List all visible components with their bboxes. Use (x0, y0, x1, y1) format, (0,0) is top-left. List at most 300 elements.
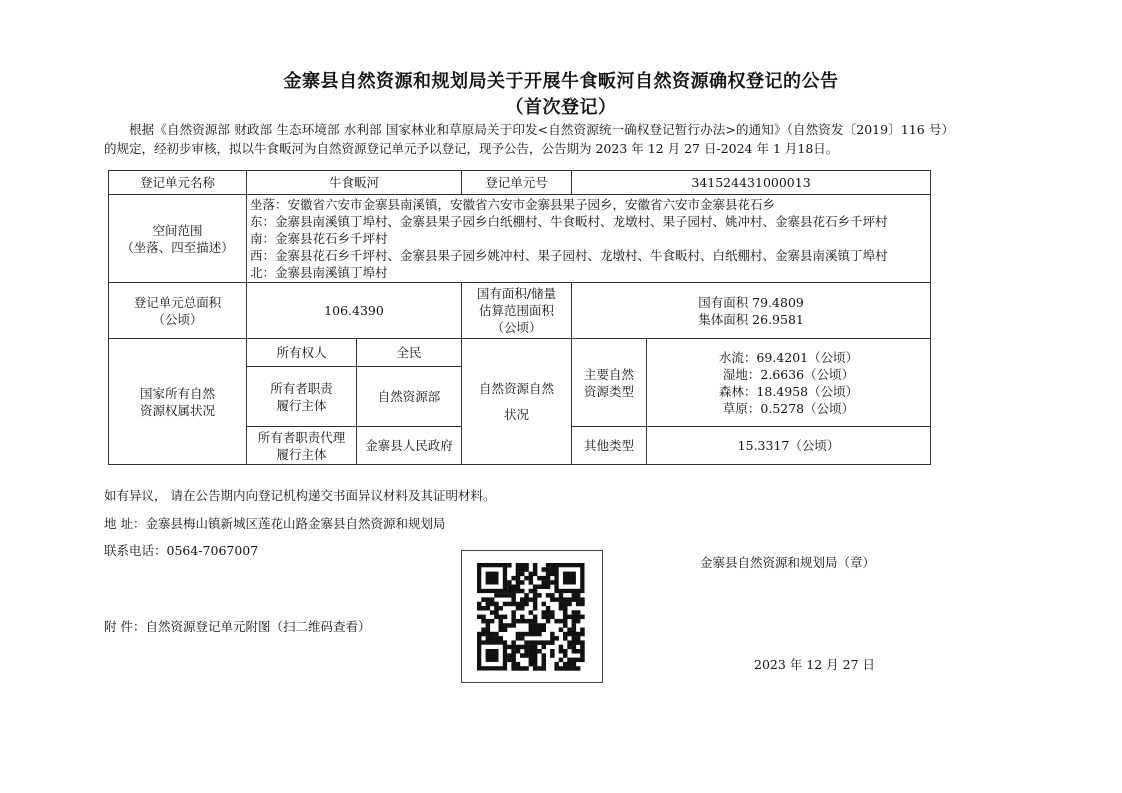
qr-module (524, 653, 529, 658)
notice-date: 2023 年 12 月 27 日 (754, 657, 875, 672)
qr-module (494, 606, 499, 611)
qr-module (516, 589, 521, 594)
qr-module (499, 615, 504, 620)
qr-module (542, 615, 547, 620)
qr-module (524, 632, 529, 637)
qr-module (563, 636, 568, 641)
qr-module (550, 593, 555, 598)
qr-module (580, 628, 585, 633)
qr-module (494, 636, 499, 641)
qr-module (546, 576, 551, 581)
qr-module (511, 602, 516, 607)
qr-module (563, 610, 568, 615)
qr-module (507, 653, 512, 658)
qr-module (486, 628, 491, 633)
qr-module (567, 645, 572, 650)
qr-module (537, 585, 542, 590)
qr-module (529, 658, 534, 663)
qr-module (533, 593, 538, 598)
qr-module (533, 572, 538, 577)
qr-module (554, 619, 559, 624)
qr-module (490, 619, 495, 624)
qr-module (542, 576, 547, 581)
qr-module (477, 615, 482, 620)
qr-module (533, 649, 538, 654)
qr-module (537, 649, 542, 654)
qr-module (511, 597, 516, 602)
qr-module (511, 585, 516, 590)
duty-label (247, 367, 357, 427)
qr-module (503, 615, 508, 620)
qr-module (537, 640, 542, 645)
qr-module (477, 636, 482, 641)
qr-module (490, 636, 495, 641)
qr-module (516, 632, 521, 637)
qr-module (550, 610, 555, 615)
qr-module (524, 602, 529, 607)
qr-module (516, 662, 521, 667)
qr-module (550, 636, 555, 641)
qr-module (511, 658, 516, 663)
qr-module (516, 645, 521, 650)
qr-finder-inner (563, 572, 576, 585)
qr-module (542, 658, 547, 663)
qr-module (550, 597, 555, 602)
objection-notice: 如有异议， 请在公告期内向登记机构递交书面异议材料及其证明材料。 (104, 488, 496, 503)
space-west: 西：金寨县花石乡千坪村、金寨县果子园乡姚冲村、果子园村、龙墩村、牛食畈村、白纸棚村、金寨县南溪镇丁埠村 (250, 248, 888, 263)
qr-module (477, 602, 482, 607)
agent-label (247, 427, 357, 465)
qr-module (533, 628, 538, 633)
qr-module (576, 619, 581, 624)
qr-module (542, 640, 547, 645)
qr-module (559, 606, 564, 611)
registration-table (108, 170, 931, 465)
qr-module (567, 615, 572, 620)
qr-module (507, 580, 512, 585)
space-label-line2: （坐落、四至描述） (121, 239, 234, 255)
main-type-values (647, 339, 931, 427)
qr-module (533, 632, 538, 637)
area-label (109, 283, 247, 339)
qr-module (580, 640, 585, 645)
qr-module (486, 623, 491, 628)
qr-module (516, 580, 521, 585)
qr-module (572, 658, 577, 663)
qr-module (567, 597, 572, 602)
qr-module (516, 649, 521, 654)
qr-module (524, 619, 529, 624)
qr-module (516, 563, 521, 568)
qr-module (576, 593, 581, 598)
qr-module (481, 597, 486, 602)
qr-module (572, 610, 577, 615)
agent-label-line2: 履行主体 (276, 446, 327, 462)
qr-module (486, 597, 491, 602)
rights-label (109, 339, 247, 465)
qr-module (516, 636, 521, 641)
qr-module (511, 623, 516, 628)
row-owner (109, 339, 931, 367)
qr-module (563, 632, 568, 637)
notice-subtitle: （首次登记） (505, 97, 617, 118)
qr-module (520, 632, 525, 637)
qr-module (499, 636, 504, 641)
qr-module (554, 597, 559, 602)
qr-module (563, 606, 568, 611)
qr-module (511, 662, 516, 667)
qr-module (546, 585, 551, 590)
qr-module (537, 576, 542, 581)
qr-module (546, 593, 551, 598)
qr-module (576, 658, 581, 663)
qr-module (524, 563, 529, 568)
qr-module (546, 580, 551, 585)
duty-label-line2: 履行主体 (276, 397, 327, 413)
qr-finder-inner (486, 572, 499, 585)
qr-module (546, 572, 551, 577)
qr-module (507, 563, 512, 568)
qr-module (520, 636, 525, 641)
rights-label-line1: 国家所有自然 (139, 385, 215, 401)
qr-module (486, 606, 491, 611)
qr-module (542, 567, 547, 572)
qr-module (494, 610, 499, 615)
attachment-line: 附 件：自然资源登记单元附图（扫二维码查看） (104, 619, 371, 634)
qr-module (567, 602, 572, 607)
qr-module (486, 619, 491, 624)
qr-module (520, 606, 525, 611)
unit-name-value: 牛食畈河 (247, 171, 462, 195)
state-area-label (462, 283, 572, 339)
qr-module (533, 623, 538, 628)
qr-module (494, 632, 499, 637)
qr-module (576, 636, 581, 641)
qr-module (563, 597, 568, 602)
qr-module (481, 632, 486, 637)
qr-module (550, 572, 555, 577)
qr-module (580, 632, 585, 637)
qr-module (507, 623, 512, 628)
main-type-wetland: 湿地：2.6636（公顷） (722, 366, 855, 382)
area-value: 106.4390 (247, 283, 462, 339)
space-description (247, 195, 931, 283)
qr-module (520, 619, 525, 624)
qr-module (576, 597, 581, 602)
qr-module (572, 662, 577, 667)
agent-value: 金寨县人民政府 (357, 427, 462, 465)
qr-module (537, 632, 542, 637)
qr-module (533, 567, 538, 572)
main-type-label-line2: 资源类型 (584, 383, 635, 399)
qr-module (542, 610, 547, 615)
qr-module (524, 666, 529, 671)
qr-module (529, 653, 534, 658)
qr-module (520, 572, 525, 577)
qr-module (486, 636, 491, 641)
qr-module (567, 628, 572, 633)
qr-module (520, 602, 525, 607)
space-label-line1: 空间范围 (152, 222, 203, 238)
space-south: 南：金寨县花石乡千坪村 (250, 231, 388, 246)
qr-module (533, 653, 538, 658)
qr-module (524, 649, 529, 654)
qr-module (563, 619, 568, 624)
qr-module (546, 619, 551, 624)
qr-module (580, 645, 585, 650)
qr-module (533, 645, 538, 650)
qr-module (529, 628, 534, 633)
qr-module (490, 597, 495, 602)
qr-module (554, 662, 559, 667)
qr-module (563, 615, 568, 620)
main-type-grassland: 草原：0.5278（公顷） (722, 400, 855, 416)
qr-module (542, 623, 547, 628)
qr-module (477, 632, 482, 637)
qr-module (542, 628, 547, 633)
qr-module (542, 662, 547, 667)
qr-module (529, 589, 534, 594)
qr-module (511, 615, 516, 620)
qr-module (580, 597, 585, 602)
qr-module (580, 602, 585, 607)
space-label (109, 195, 247, 283)
qr-module (572, 593, 577, 598)
qr-module (572, 645, 577, 650)
status-label-line1: 自然资源自然 (479, 380, 555, 396)
qr-module (563, 653, 568, 658)
agent-label-line1: 所有者职责代理 (257, 429, 346, 445)
phone-line: 联系电话：0564-7067007 (104, 543, 259, 558)
qr-module (537, 623, 542, 628)
qr-module (580, 615, 585, 620)
qr-module (529, 649, 534, 654)
qr-module (580, 653, 585, 658)
qr-module (520, 653, 525, 658)
qr-module (576, 649, 581, 654)
duty-label-line1: 所有者职责 (270, 380, 333, 396)
row-unit (109, 171, 931, 195)
qr-module (524, 597, 529, 602)
qr-module (567, 662, 572, 667)
collective-area-value: 集体面积 26.9581 (698, 311, 804, 327)
qr-module (559, 628, 564, 633)
qr-module (559, 619, 564, 624)
qr-module (576, 610, 581, 615)
qr-module (529, 572, 534, 577)
qr-module (524, 576, 529, 581)
qr-module (524, 645, 529, 650)
qr-module (559, 666, 564, 671)
notice-title: 金寨县自然资源和规划局关于开展牛食畈河自然资源确权登记的公告 (283, 71, 839, 92)
qr-module (576, 615, 581, 620)
qr-module (511, 589, 516, 594)
qr-module (481, 615, 486, 620)
qr-code-pattern (477, 563, 587, 671)
qr-module (490, 632, 495, 637)
qr-module (550, 567, 555, 572)
qr-module (494, 615, 499, 620)
qr-module (524, 593, 529, 598)
qr-module (516, 619, 521, 624)
qr-module (572, 615, 577, 620)
qr-module (499, 619, 504, 624)
qr-module (533, 615, 538, 620)
qr-module (511, 610, 516, 615)
qr-module (550, 563, 555, 568)
qr-module (537, 628, 542, 633)
qr-module (533, 597, 538, 602)
qr-module (563, 662, 568, 667)
qr-module (524, 640, 529, 645)
qr-module (576, 640, 581, 645)
qr-module (516, 602, 521, 607)
qr-module (546, 567, 551, 572)
qr-module (563, 666, 568, 671)
qr-module (572, 666, 577, 671)
qr-module (533, 666, 538, 671)
qr-module (542, 645, 547, 650)
qr-module (546, 640, 551, 645)
qr-module (486, 602, 491, 607)
qr-module (550, 640, 555, 645)
qr-module (567, 658, 572, 663)
qr-module (572, 623, 577, 628)
qr-module (529, 610, 534, 615)
qr-module (554, 636, 559, 641)
owner-label: 所有权人 (247, 339, 357, 367)
area-label-line2: （公顷） (152, 311, 203, 327)
qr-module (520, 645, 525, 650)
qr-module (572, 632, 577, 637)
qr-module (580, 658, 585, 663)
qr-module (542, 666, 547, 671)
qr-module (529, 662, 534, 667)
qr-module (516, 585, 521, 590)
qr-module (542, 653, 547, 658)
qr-module (546, 610, 551, 615)
qr-module (511, 653, 516, 658)
qr-module (537, 593, 542, 598)
qr-module (550, 649, 555, 654)
qr-module (533, 619, 538, 624)
qr-module (494, 593, 499, 598)
qr-module (529, 580, 534, 585)
qr-module (503, 628, 508, 633)
qr-module (576, 666, 581, 671)
qr-module (516, 572, 521, 577)
state-area-label-line1: 国有面积/储量 (476, 286, 557, 301)
qr-module (529, 619, 534, 624)
qr-module (563, 649, 568, 654)
qr-module (507, 589, 512, 594)
qr-module (511, 649, 516, 654)
qr-module (511, 619, 516, 624)
qr-module (490, 602, 495, 607)
space-location: 坐落：安徽省六安市金寨县南溪镇，安徽省六安市金寨县果子园乡，安徽省六安市金寨县花石乡 (250, 197, 776, 212)
qr-module (511, 640, 516, 645)
qr-module (507, 585, 512, 590)
qr-module (567, 640, 572, 645)
state-area-label-line2: 估算范围面积 (479, 303, 555, 318)
issuer-signature: 金寨县自然资源和规划局（章） (700, 555, 876, 570)
qr-module (542, 580, 547, 585)
qr-module (537, 666, 542, 671)
qr-module (559, 597, 564, 602)
qr-module (477, 606, 482, 611)
qr-module (494, 602, 499, 607)
qr-module (533, 606, 538, 611)
qr-module (499, 606, 504, 611)
rights-label-line2: 资源权属状况 (139, 402, 215, 418)
qr-module (503, 623, 508, 628)
row-space (109, 195, 931, 283)
qr-module (572, 640, 577, 645)
qr-module (511, 593, 516, 598)
qr-module (533, 662, 538, 667)
state-area-values (572, 283, 931, 339)
qr-module (529, 576, 534, 581)
qr-module (572, 619, 577, 624)
status-label (462, 339, 572, 465)
state-area-label-line3: （公顷） (491, 320, 542, 335)
qr-module (542, 585, 547, 590)
qr-module (533, 563, 538, 568)
row-area (109, 283, 931, 339)
qr-module (516, 567, 521, 572)
qr-module (550, 615, 555, 620)
status-label-line2: 状况 (504, 406, 530, 422)
qr-module (550, 580, 555, 585)
qr-module (529, 640, 534, 645)
qr-module (503, 602, 508, 607)
qr-module (520, 580, 525, 585)
qr-module (520, 589, 525, 594)
qr-module (572, 628, 577, 633)
qr-module (529, 597, 534, 602)
qr-module (511, 645, 516, 650)
qr-module (507, 602, 512, 607)
qr-module (559, 645, 564, 650)
qr-module (576, 602, 581, 607)
qr-module (533, 602, 538, 607)
qr-module (550, 632, 555, 637)
other-type-label: 其他类型 (572, 427, 647, 465)
qr-module (507, 645, 512, 650)
qr-module (529, 632, 534, 637)
area-label-line1: 登记单元总面积 (133, 294, 222, 310)
qr-module (559, 602, 564, 607)
qr-module (503, 593, 508, 598)
qr-module (529, 623, 534, 628)
qr-module (559, 658, 564, 663)
owner-value: 全民 (357, 339, 462, 367)
unit-no-label: 登记单元号 (462, 171, 572, 195)
qr-module (533, 658, 538, 663)
qr-module (516, 576, 521, 581)
qr-module (572, 597, 577, 602)
qr-module (580, 649, 585, 654)
qr-code-icon[interactable] (461, 550, 603, 683)
qr-module (559, 593, 564, 598)
qr-module (507, 658, 512, 663)
qr-module (563, 602, 568, 607)
qr-module (529, 645, 534, 650)
other-type-value: 15.3317（公顷） (647, 427, 931, 465)
qr-module (567, 632, 572, 637)
qr-module (546, 606, 551, 611)
qr-module (533, 585, 538, 590)
